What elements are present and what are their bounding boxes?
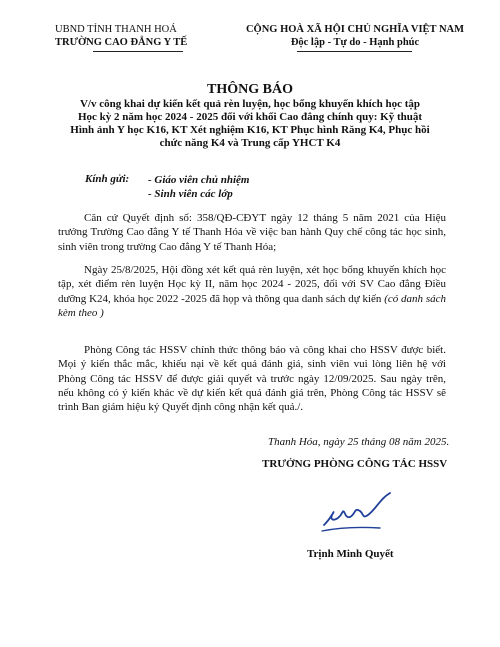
- document-subject: V/v công khai dự kiến kết quả rèn luyện, học bổng khuyến khích học tập Học kỳ 2 năm học 2024 - 2025 đối với khối Cao đẳng chính quy: Kỹ thuật Hình ảnh Y học K16, KT Xét nghiệm K16, KT Phục hình Răng K4, Phục hồi chức năng K4 và Trung cấp YHCT K4: [70, 98, 430, 149]
- recipients-list: [148, 173, 249, 201]
- national-motto: Độc lập - Tự do - Hạnh phúc: [290, 37, 420, 48]
- attachment-note: (có danh sách kèm theo ): [58, 292, 446, 319]
- national-name: CỘNG HOÀ XÃ HỘI CHỦ NGHĨA VIỆT NAM: [245, 24, 465, 35]
- paragraph-announcement: Phòng Công tác HSSV chính thức thông báo và công khai cho HSSV được biết. Mọi ý kiến thắc mắc, khiếu nại về kết quả đánh giá, sinh viên vui lòng liên hệ với Phòng Công tác HSSV để được giải quyết và trước ngày 12/09/2025. Sau ngày trên, nếu không có ý kiến khác về dự kiến kết quả đánh giá trên, Phòng Công tác HSSV sẽ trình Ban giám hiệu ký Quyết định công nhận kết quả./.: [58, 344, 446, 414]
- national-heading: [245, 23, 465, 49]
- document-title: THÔNG BÁO: [207, 82, 293, 97]
- recipient-item: - Sinh viên các lớp: [148, 188, 233, 200]
- issuer-province: UBND TỈNH THANH HOÁ: [55, 24, 177, 35]
- recipients-label: Kính gửi:: [85, 173, 130, 185]
- signer-title: TRƯỞNG PHÒNG CÔNG TÁC HSSV: [262, 458, 448, 470]
- council-text: Ngày 25/8/2025, Hội đồng xét kết quả rèn luyện, xét học bổng khuyến khích học tập, xét điểm rèn luyện Học kỳ II, năm học 2024 - 2025, đối với SV Cao đẳng Điều dưỡng K24, khóa học 2022 -2025 đã họp và thông qua danh sách dự kiến: [58, 264, 446, 305]
- motto-underline: [297, 51, 412, 52]
- issuer-underline: [93, 51, 183, 52]
- recipient-item: - Giáo viên chủ nhiệm: [148, 174, 250, 186]
- paragraph-council: [58, 263, 446, 320]
- signature-icon: [318, 487, 398, 537]
- issuer-block: [55, 23, 245, 49]
- signer-name: Trịnh Minh Quyết: [307, 548, 394, 560]
- paragraph-legal-basis: Căn cứ Quyết định số: 358/QĐ-CĐYT ngày 12 tháng 5 năm 2021 của Hiệu trưởng Trường Cao đẳng Y tế Thanh Hóa về việc ban hành Quy chế công tác học sinh, sinh viên trong trường Cao đẳng Y tế Thanh Hóa;: [58, 212, 446, 253]
- issuer-school: TRƯỜNG CAO ĐẲNG Y TẾ: [55, 37, 188, 48]
- place-date: Thanh Hóa, ngày 25 tháng 08 năm 2025.: [268, 436, 450, 448]
